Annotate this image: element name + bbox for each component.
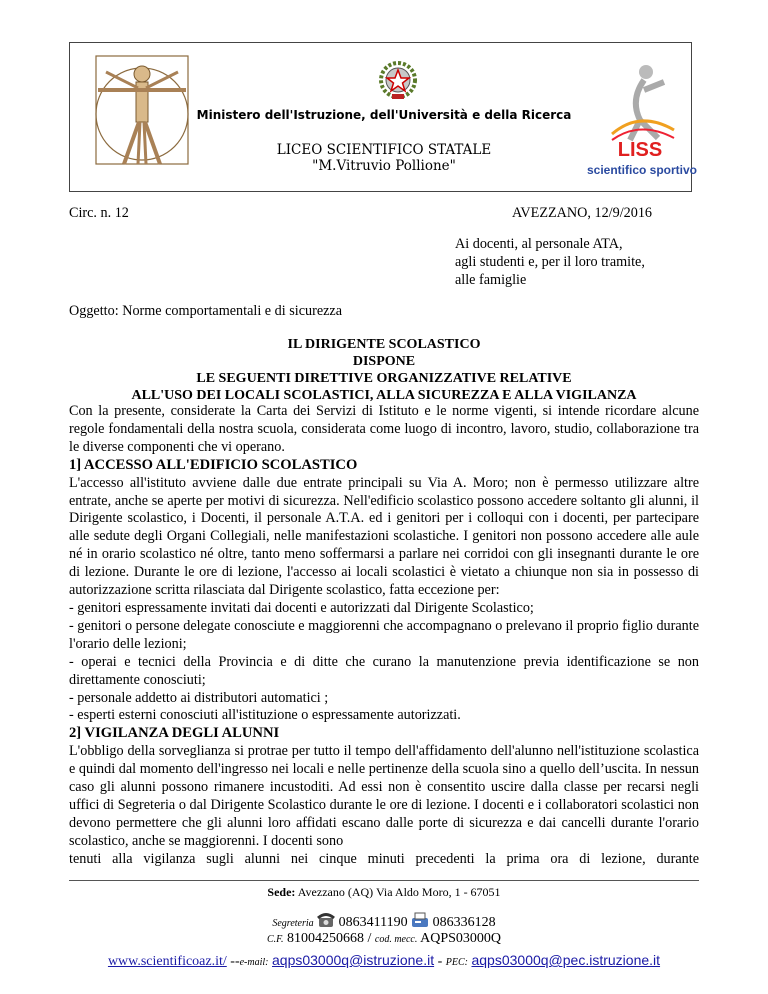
phone-number: 0863411190	[338, 915, 408, 930]
recipient-line: agli studenti e, per il loro tramite,	[455, 254, 645, 270]
sede-label: Sede:	[267, 885, 296, 899]
list-item: - personale addetto ai distributori automatici ;	[69, 689, 329, 706]
email-link[interactable]: aqps03000q@istruzione.it	[272, 952, 435, 968]
ministry-name: Ministero dell'Istruzione, dell'Università e della Ricerca	[196, 108, 572, 122]
fax-icon	[411, 912, 429, 928]
pec-label: PEC:	[445, 957, 468, 968]
section-2-last-line: tenuti alla vigilanza sugli alunni nei cinque minuti precedenti la prima ora di lezione, durante	[69, 850, 699, 867]
section-2-title: 2] VIGILANZA DEGLI ALUNNI	[69, 725, 280, 742]
cf-value: 81004250668	[286, 931, 364, 946]
circular-number: Circ. n. 12	[69, 205, 129, 221]
pec-link[interactable]: aqps03000q@pec.istruzione.it	[471, 952, 661, 968]
place-date: AVEZZANO, 12/9/2016	[512, 205, 653, 221]
heading-dispone: DISPONE	[352, 354, 416, 369]
section-1-text: L'accesso all'istituto avviene dalle due entrate principali su Via A. Moro; non è permesso utilizzare altre entrate, anche se aperte per motivi di sicurezza. Nell'edificio scolastico possono accedere soltanto gli alunni, il Dirigente scolastico, i Docenti, il personale A.T.A. ed i genitori per i colloqui con i docenti, per partecipare alle sedute degli Organi Collegiali, nelle manifestazioni scolastiche. I genitori non possono accedere alle aule né in orario scolastico né oltre, tanto meno soffermarsi a parlare nei corridoi con gli insegnanti durante le ore di lezione. Durante le ore di lezione, l'accesso ai locali scolastici è vietato a chiunque non sia in possesso di autorizzazione scritta rilasciata dal Dirigente scolastico, fatta eccezione per:	[69, 474, 699, 599]
heading-scope: ALL'USO DEI LOCALI SCOLASTICI, ALLA SICUREZZA E ALLA VIGILANZA	[131, 388, 637, 403]
list-item: - operai e tecnici della Provincia e di ditte che curano la manutenzione previa identificazione se non direttamente conosciuti;	[69, 653, 699, 688]
school-name: "M.Vitruvio Pollione"	[312, 158, 456, 174]
section-2-text: L'obbligo della sorveglianza si protrae per tutto il tempo dell'affidamento dell'alunno nell'istituzione scolastica e quindi dal momento dell'ingresso nei locali e nelle pertinenze della scuola sino a quello dell’uscita. In nessun caso gli alunni possono rimanere incustoditi. Ad essi non è consentito uscire dalla classe per recarsi negli uffici di Segreteria o dal Dirigente Scolastico durante le ore di lezione. I docenti e i collaboratori scolastici non devono permettere che gli alunni loro affidati escano dalle porte di sicurezza e dai cancelli durante l'orario scolastico, anche se maggiorenni. I docenti sono	[69, 743, 699, 849]
list-item: - genitori espressamente invitati dai docenti e autorizzati dal Dirigente Scolastico;	[69, 599, 534, 616]
footer-phones	[0, 912, 768, 931]
footer-divider	[69, 880, 699, 881]
subject-line: Oggetto: Norme comportamentali e di sicurezza	[69, 303, 343, 319]
cf-label: C.F.	[266, 934, 284, 945]
website-link[interactable]: www.scientificoaz.it/	[107, 954, 227, 969]
heading-dirigente: IL DIRIGENTE SCOLASTICO	[287, 337, 481, 352]
svg-text:scientifico sportivo: scientifico sportivo	[586, 163, 698, 177]
cf-separator: /	[367, 931, 372, 946]
mecc-label: cod. mecc.	[374, 934, 418, 945]
section-1-title: 1] ACCESSO ALL'EDIFICIO SCOLASTICO	[69, 456, 358, 473]
svg-text:LISS: LISS	[617, 139, 663, 161]
document-body	[69, 403, 699, 869]
italian-republic-emblem	[377, 60, 419, 102]
recipient-line: alle famiglie	[455, 272, 527, 288]
footer-address	[0, 885, 768, 900]
list-item: - esperti esterni conosciuti all'istituzione o espressamente autorizzati.	[69, 707, 461, 724]
intro-paragraph: Con la presente, considerate la Carta dei Servizi di Istituto e le norme vigenti, si intende ricordare alcune regole fondamentali della nostra scuola, considerata come luogo di incontro, lavoro, studio, collaborazione tra le diverse componenti che vi operano.	[69, 403, 699, 455]
list-item: - genitori o persone delegate conosciute e maggiorenni che accompagnano o prelevano il proprio figlio durante l'orario delle lezioni;	[69, 617, 699, 652]
segreteria-label: Segreteria	[272, 918, 314, 929]
footer-contacts	[0, 952, 768, 970]
email-label: e-mail:	[239, 957, 269, 968]
mecc-value: AQPS03000Q	[420, 931, 501, 946]
recipient-line: Ai docenti, al personale ATA,	[455, 236, 623, 252]
telephone-icon	[317, 912, 335, 928]
sede-address: Avezzano (AQ) Via Aldo Moro, 1 - 67051	[297, 885, 501, 899]
heading-directives: LE SEGUENTI DIRETTIVE ORGANIZZATIVE RELATIVE	[196, 371, 572, 386]
pec-dash: -	[437, 954, 443, 969]
fax-number: 086336128	[432, 915, 496, 930]
school-type: LICEO SCIENTIFICO STATALE	[276, 142, 492, 158]
footer-fiscal	[0, 931, 768, 947]
email-dash: --	[230, 954, 240, 969]
